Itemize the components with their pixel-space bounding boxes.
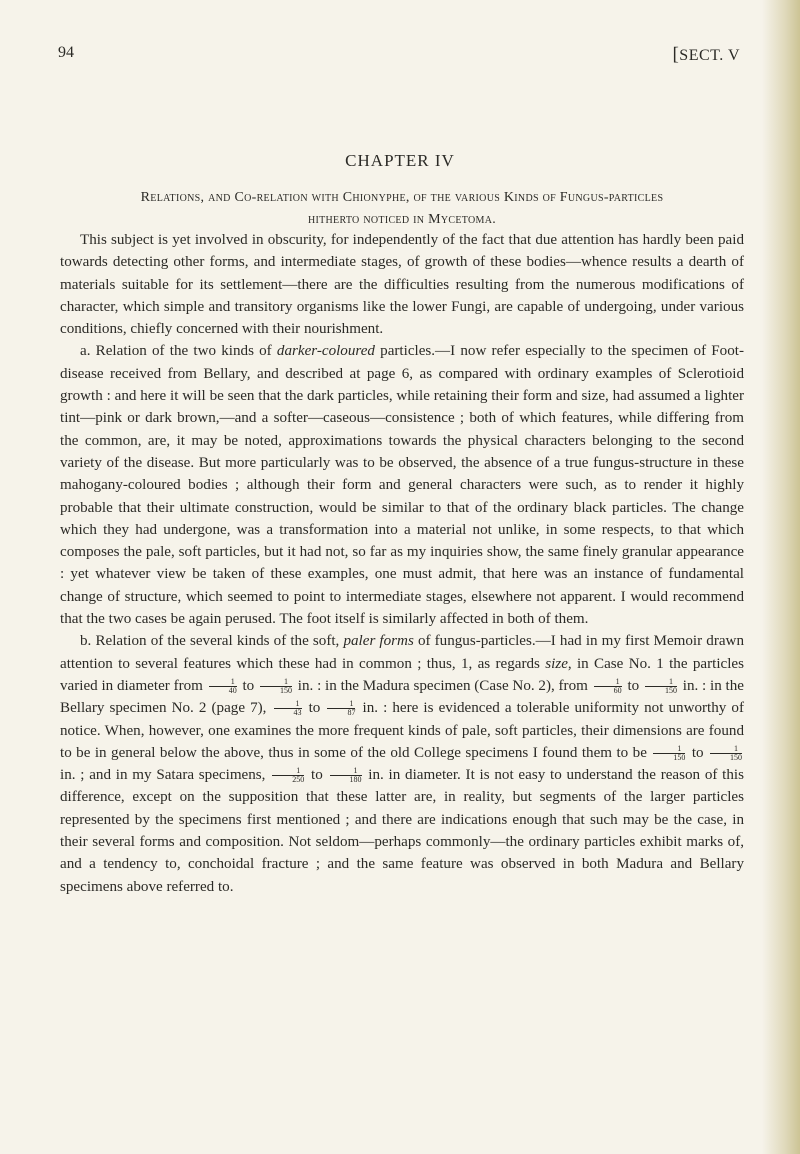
para3-text-3: , in Case No. 1 the particles varied in diameter from <box>60 655 744 694</box>
para2-lead: a. Relation of the two kinds of <box>80 343 277 360</box>
para3-text-9: in. : here is evidenced a tolerable uniformity not unworthy of notice. When, however, one examines the more frequent kinds of pale, soft particles, their dimensions are found to be in general below the above, thus in some of the old College specimens I found them to be <box>60 700 744 761</box>
section-label-text: SECT. V <box>679 47 740 64</box>
para2-emphasis: darker-coloured <box>276 343 375 360</box>
para3-text-7: in. : in the Bellary specimen No. 2 (page 7), <box>60 677 744 717</box>
fraction-denominator: 43 <box>293 708 302 718</box>
page-edge-shadow <box>762 0 800 1154</box>
fraction <box>274 700 302 717</box>
chapter-title: CHAPTER IV <box>345 151 455 170</box>
para3-text-13: in. in diameter. It is not easy to understand the reason of this difference, except on the supposition that these latter are, in reality, but segments of the larger particles represented by the specimens first mentioned ; and there are indications enough that such may be the case, in their several forms and composition. Not seldom—perhaps commonly—the ordinary particles exhibit marks of, and a tendency to, conchoidal fracture ; and the same feature was observed in both Madura and Bellary specimens above referred to. <box>60 767 744 895</box>
fraction-numerator: 1 <box>594 678 622 687</box>
fraction-denominator: 150 <box>730 752 743 762</box>
fraction-numerator: 1 <box>260 678 292 687</box>
subtitle-line-1: Relations, and Co-relation with Chionyphe, of the various Kinds of Fungus-particles <box>140 190 664 205</box>
fraction-numerator: 1 <box>653 745 685 754</box>
para3-text-10: to <box>691 744 704 761</box>
para3-emphasis-2: size <box>545 655 568 672</box>
fraction-denominator: 150 <box>673 752 686 762</box>
para3-text-11: in. ; and in my Satara specimens, <box>60 767 266 784</box>
fraction <box>653 745 685 762</box>
chapter-subtitle <box>60 187 744 231</box>
fraction-numerator: 1 <box>710 745 742 754</box>
para3-text-1: b. Relation of the several kinds of the soft, <box>80 633 344 650</box>
fraction <box>327 700 355 717</box>
section-label: [SECT. V <box>672 44 740 65</box>
fraction <box>594 678 622 695</box>
para3-text-8: to <box>308 700 321 717</box>
fraction-denominator: 40 <box>228 685 237 695</box>
fraction <box>209 678 237 695</box>
fraction-denominator: 180 <box>349 775 362 785</box>
fraction-numerator: 1 <box>209 678 237 687</box>
paragraph-3 <box>60 630 744 898</box>
para3-text-2: of fungus-particles.—I had in my first Memoir drawn attention to several features which these had in common ; thus, 1, as regards <box>60 633 744 672</box>
fraction <box>645 678 677 695</box>
para3-text-5: in. : in the Madura specimen (Case No. 2), from <box>297 677 588 694</box>
fraction-denominator: 60 <box>613 685 622 695</box>
page-number: 94 <box>58 44 74 61</box>
subtitle-line-2: hitherto noticed in Mycetoma. <box>307 212 497 227</box>
fraction <box>272 767 304 784</box>
fraction-denominator: 87 <box>347 708 356 718</box>
fraction-numerator: 1 <box>330 767 362 776</box>
fraction-numerator: 1 <box>272 767 304 776</box>
para3-emphasis-1: paler forms <box>343 633 414 650</box>
fraction-denominator: 250 <box>292 775 305 785</box>
fraction-numerator: 1 <box>274 700 302 709</box>
fraction <box>260 678 292 695</box>
para3-text-12: to <box>311 767 323 784</box>
paragraph-1: This subject is yet involved in obscurity, for independently of the fact that due attention has hardly been paid towards detecting other forms, and intermediate stages, of growth of these bodies—whence results a dearth of materials suitable for its settlement—there are the difficulties resulting from the numerous modifications of character, which simple and transitory organisms like the lower Fungi, are capable of undergoing, under various conditions, chiefly concerned with their nourishment. <box>60 232 744 338</box>
paragraph-2 <box>60 340 744 630</box>
fraction-numerator: 1 <box>645 678 677 687</box>
para3-text-6: to <box>627 677 640 694</box>
body-text <box>60 229 744 898</box>
para3-text-4: to <box>242 677 255 694</box>
para2-text: particles.—I now refer especially to the specimen of Foot-disease received from Bellary, and described at page 6, as compared with ordinary examples of Sclerotioid growth : and here it will be seen that the dark particles, while retaining their form and size, had assumed a lighter tint—pink or dark brown,—and a softer—caseous—consistence ; both of which features, while differing from the common, are, it may be noted, approximations towards the physical characters belonging to the second variety of the disease. But more particularly was to be observed, the absence of a true fungus-structure in these mahogany-coloured bodies ; although their form and general characters were such, as to render it highly probable that their ultimate construction, would be similar to that of the ordinary black particles. The change which they had undergone, was a transformation into a material not unlike, in some respects, to that which composes the pale, soft particles, but it had not, so far as my inquiries show, the same finely granular appearance : yet whatever view be taken of these examples, one must admit, that here was an instance of fundamental change of structure, which seemed to point to intermediate stages, elsewhere not apparent. I would recommend that the two cases be again perused. The foot itself is similarly affected in both of them. <box>60 343 744 628</box>
fraction <box>330 767 362 784</box>
running-header <box>58 44 740 70</box>
fraction-denominator: 150 <box>280 685 293 695</box>
fraction-numerator: 1 <box>327 700 355 709</box>
fraction <box>710 745 742 762</box>
fraction-denominator: 150 <box>664 685 677 695</box>
